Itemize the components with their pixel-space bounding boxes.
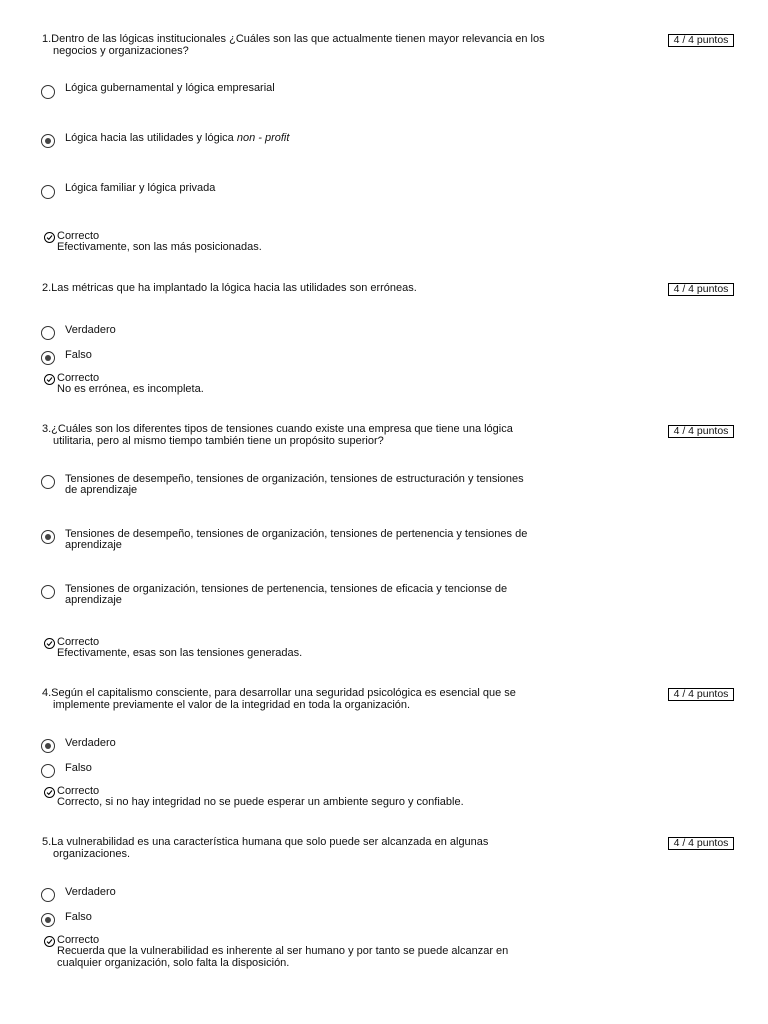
question-line: 5.La vulnerabilidad es una característica humana que solo puede ser alcanzada en algunas [42,836,489,848]
option-label-text: Lógica hacia las utilidades y lógica [65,132,237,144]
radio-button[interactable] [41,326,55,340]
question-line: utilitaria, pero al mismo tiempo también tiene un propósito superior? [53,434,384,447]
option-label-line: aprendizaje [65,539,122,551]
question-line: 4.Según el capitalismo consciente, para desarrollar una seguridad psicológica es esencial que se [42,687,516,699]
feedback-title: Correcto [57,636,100,648]
question-line: 3.¿Cuáles son los diferentes tipos de tensiones cuando existe una empresa que tiene una lógica [42,423,513,435]
feedback-text [57,946,597,969]
radio-button-selected[interactable] [41,913,55,927]
feedback-text: Efectivamente, esas son las tensiones generadas. [57,647,303,659]
option-label[interactable] [65,474,605,496]
score-badge: 4 / 4 puntos [668,283,734,296]
radio-button[interactable] [41,888,55,902]
question-line: implemente previamente el valor de la integridad en toda la organización. [53,698,411,711]
question-line: 2.Las métricas que ha implantado la lógica hacia las utilidades son erróneas. [42,282,417,294]
question-3-text [42,424,622,447]
option-label[interactable]: Lógica gubernamental y lógica empresarial [65,82,275,94]
radio-button-selected[interactable] [41,351,55,365]
option-label-line: Tensiones de desempeño, tensiones de organización, tensiones de pertenencia y tensiones de [65,528,528,540]
question-2-text [42,283,622,295]
radio-button[interactable] [41,475,55,489]
feedback-title: Correcto [57,934,100,946]
option-label[interactable]: Verdadero [65,886,116,898]
option-label[interactable]: Falso [65,911,92,923]
question-line: 1.Dentro de las lógicas institucionales ¿Cuáles son las que actualmente tienen mayor relevancia en los [42,33,545,45]
feedback-title: Correcto [57,785,100,797]
feedback-line: Recuerda que la vulnerabilidad es inherente al ser humano y por tanto se puede alcanzar en [57,945,509,957]
radio-button-selected[interactable] [41,530,55,544]
option-label-line: aprendizaje [65,594,122,606]
option-label[interactable]: Lógica familiar y lógica privada [65,182,216,194]
option-label[interactable]: Falso [65,762,92,774]
question-4-text [42,688,622,711]
score-badge: 4 / 4 puntos [668,425,734,438]
option-label-line: Tensiones de organización, tensiones de pertenencia, tensiones de eficacia y tencionse de [65,583,508,595]
radio-button-selected[interactable] [41,134,55,148]
check-circle-icon [44,232,55,243]
option-label[interactable]: Falso [65,349,92,361]
check-circle-icon [44,787,55,798]
option-label-line: Tensiones de desempeño, tensiones de organización, tensiones de estructuración y tensiones [65,473,524,485]
question-1-text [42,34,622,57]
score-badge: 4 / 4 puntos [668,34,734,47]
feedback-text: Correcto, si no hay integridad no se puede esperar un ambiente seguro y confiable. [57,796,464,808]
option-label[interactable]: Verdadero [65,324,116,336]
option-label[interactable] [65,584,605,606]
radio-button[interactable] [41,185,55,199]
feedback-text: Efectivamente, son las más posicionadas. [57,241,262,253]
option-label-line: de aprendizaje [65,484,138,496]
option-label-italic: non - profit [236,132,290,144]
check-circle-icon [44,638,55,649]
question-line: negocios y organizaciones? [53,44,189,57]
feedback-text: No es errónea, es incompleta. [57,383,204,395]
question-5-text [42,837,622,860]
option-label[interactable] [65,529,605,551]
radio-button-selected[interactable] [41,739,55,753]
radio-button[interactable] [41,764,55,778]
option-label[interactable]: Verdadero [65,737,116,749]
check-circle-icon [44,936,55,947]
radio-button[interactable] [41,85,55,99]
radio-button[interactable] [41,585,55,599]
feedback-line: cualquier organización, solo falta la disposición. [57,956,290,969]
score-badge: 4 / 4 puntos [668,837,734,850]
check-circle-icon [44,374,55,385]
option-label[interactable] [65,133,605,144]
question-line: organizaciones. [53,847,131,860]
feedback-title: Correcto [57,372,100,384]
score-badge: 4 / 4 puntos [668,688,734,701]
feedback-title: Correcto [57,230,100,242]
